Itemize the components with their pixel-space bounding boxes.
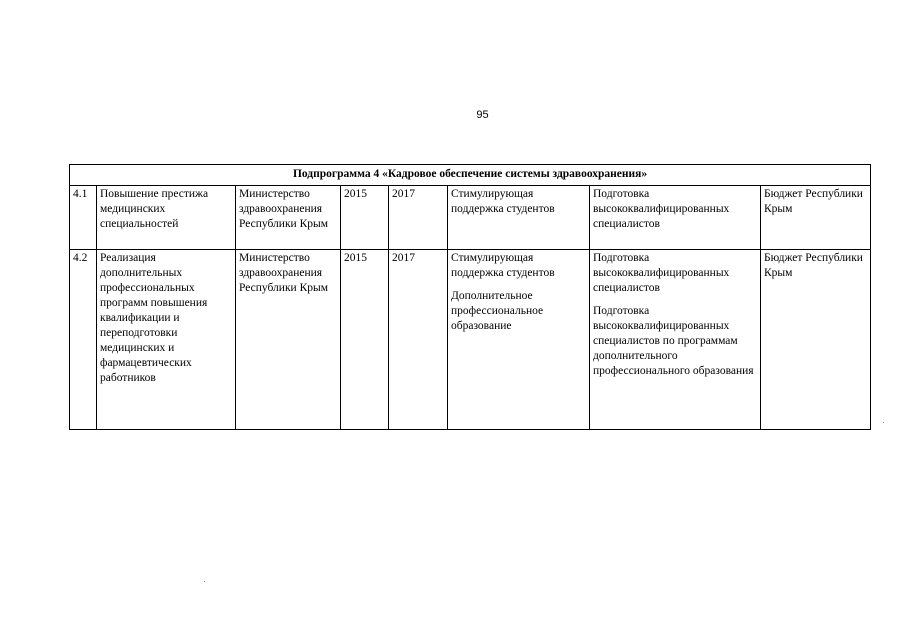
result-text: Подготовка высококвалифицированных специалистов по программам дополнительного профессионального образования (593, 305, 754, 377)
result-text: Подготовка высококвалифицированных специалистов (593, 252, 730, 294)
executor-cell: Министерство здравоохранения Республики Крым (236, 186, 341, 250)
directions-cell (448, 186, 590, 250)
table-row (70, 186, 871, 250)
activity-cell: Повышение престижа медицинских специальностей (97, 186, 236, 250)
end-year-cell: 2017 (389, 186, 448, 250)
funding-cell: Бюджет Республики Крым (761, 250, 871, 430)
end-year-cell: 2017 (389, 250, 448, 430)
direction-text: Стимулирующая поддержка студентов (451, 252, 555, 279)
table-title-row (70, 165, 871, 186)
results-cell (590, 250, 761, 430)
row-number: 4.2 (70, 250, 97, 430)
scan-speck (883, 422, 884, 423)
results-cell (590, 186, 761, 250)
executor-cell: Министерство здравоохранения Республики Крым (236, 250, 341, 430)
start-year-cell: 2015 (341, 186, 389, 250)
funding-cell: Бюджет Республики Крым (761, 186, 871, 250)
result-text: Подготовка высококвалифицированных специалистов (593, 188, 730, 230)
row-number: 4.1 (70, 186, 97, 250)
start-year-cell: 2015 (341, 250, 389, 430)
table-row (70, 250, 871, 430)
scan-speck (204, 581, 205, 582)
page-number: 95 (476, 109, 489, 121)
direction-text: Дополнительное профессиональное образование (451, 290, 544, 332)
activity-cell: Реализация дополнительных профессиональных программ повышения квалификации и переподготовки медицинских и фармацевтических работников (97, 250, 236, 430)
subprogram-title: Подпрограмма 4 «Кадровое обеспечение системы здравоохранения» (70, 165, 871, 186)
subprogram-table (69, 164, 871, 430)
direction-text: Стимулирующая поддержка студентов (451, 188, 555, 215)
directions-cell (448, 250, 590, 430)
